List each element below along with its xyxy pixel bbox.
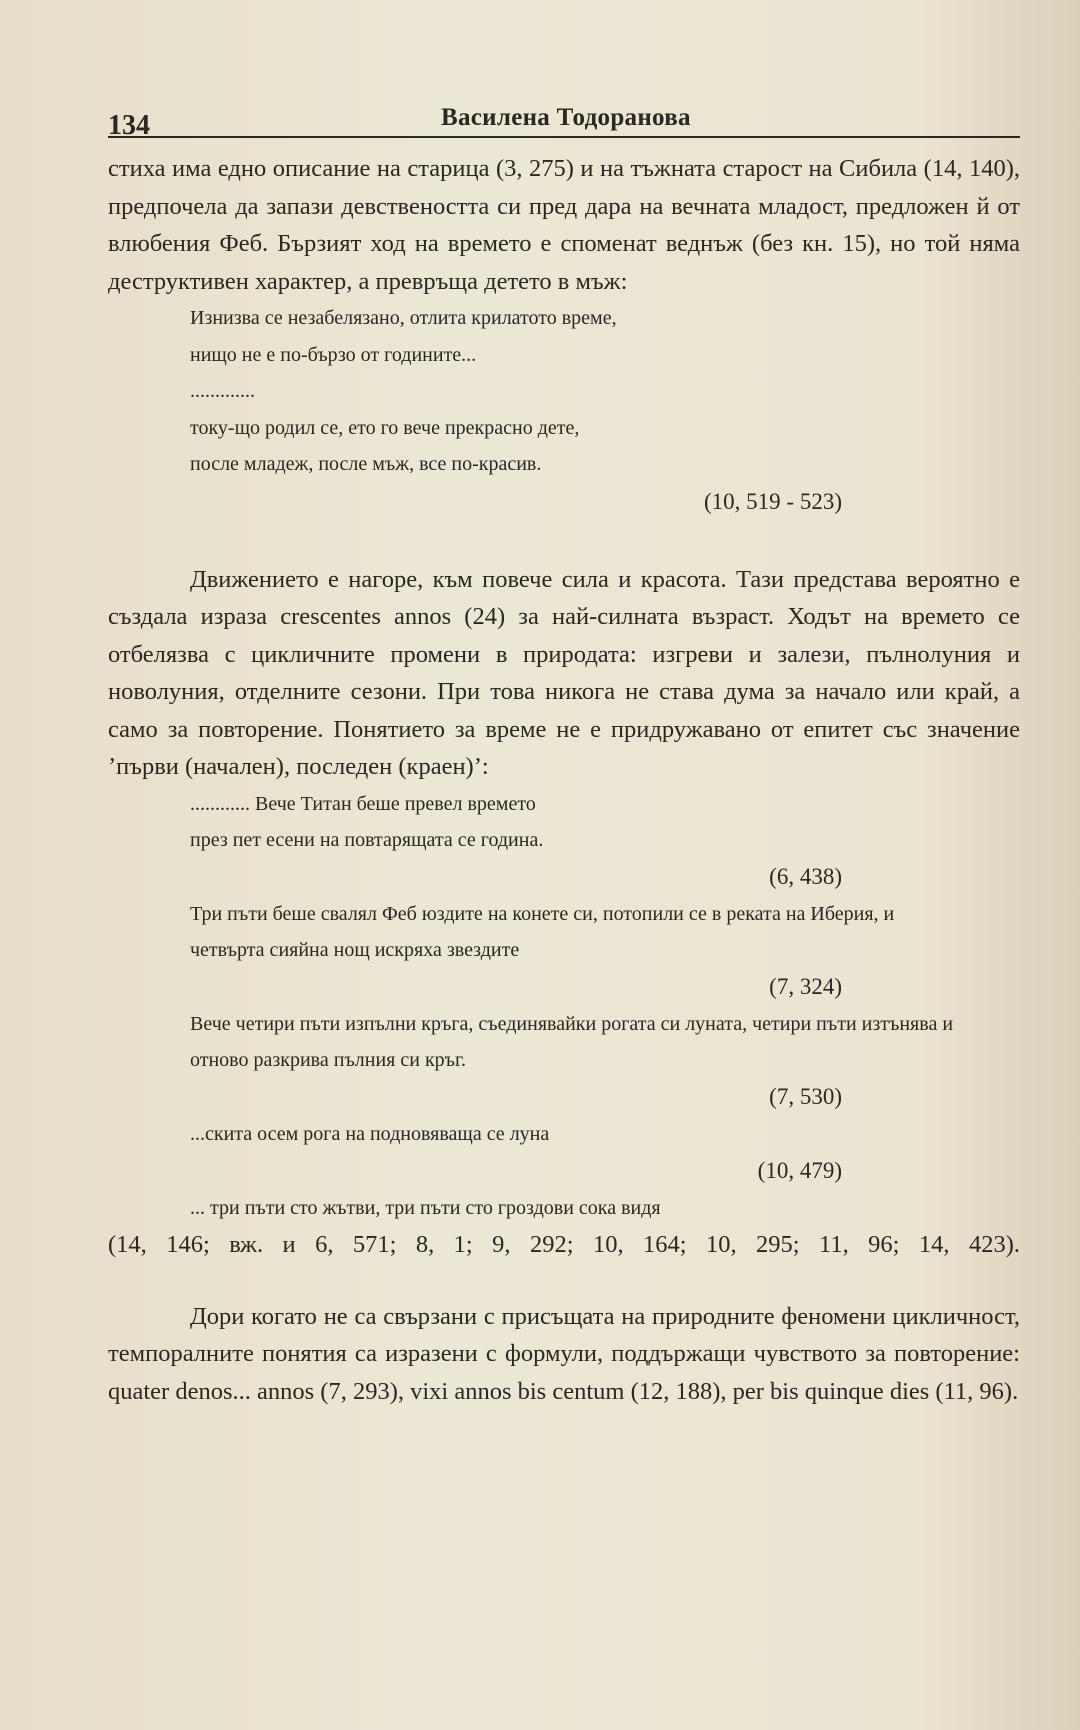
citation-ref: (10, 519 - 523) bbox=[704, 488, 842, 514]
verse-quote-6: ... три пъти сто жътви, три пъти сто гроздови сока видя bbox=[190, 1196, 661, 1219]
verse-line: току-що родил се, ето го вече прекрасно дете, bbox=[190, 416, 580, 439]
citation-ref: (7, 324) bbox=[769, 973, 842, 999]
paragraph-1: стиха има едно описание на старица (3, 275) и на тъжната старост на Сибила (14, 140), предпочела да запази девствеността си пред дара на вечната младост, предложен й от влюбения Феб. Бързият ход на времето е споменат веднъж (без кн. 15), но той няма деструктивен характер, а превръща детето в мъж: bbox=[108, 155, 1020, 295]
paragraph-2: Движението е нагоре, към повече сила и красота. Тази представа вероятно е създала израза crescentes annos (24) за най-силната възраст. Ходът на времето се отбелязва с цикличните промени в природата: изгреви и залези, пълнолуния и новолуния, отделните сезони. При това никога не става дума за начало или край, а само за повторение. Понятието за време не е придружавано от епитет със значение ’първи (начален), последен (краен)’: bbox=[108, 565, 1020, 780]
verse-quote-3: Три пъти беше свалял Феб юздите на конете си, потопили се в реката на Иберия, и четвърта сияйна нощ искряха звездите bbox=[190, 902, 895, 961]
citation-ref: (10, 479) bbox=[757, 1157, 842, 1183]
verse-line: ............ Вече Титан беше превел времето bbox=[190, 792, 536, 815]
citation-list: (14, 146; вж. и 6, 571; 8, 1; 9, 292; 10, 164; 10, 295; 11, 96; 14, 423). bbox=[108, 1230, 1020, 1258]
page-header bbox=[108, 96, 1020, 141]
page-number: 134 bbox=[108, 110, 150, 141]
verse-quote-1 bbox=[190, 300, 970, 483]
verse-ellipsis: ............. bbox=[190, 380, 255, 402]
verse-line: през пет есени на повтарящата се година. bbox=[190, 828, 544, 851]
verse-line: нищо не е по-бързо от годините... bbox=[190, 343, 477, 366]
verse-quote-4: Вече четири пъти изпълни кръга, съединявайки рогата си луната, четири пъти изтънява и отново разкрива пълния си кръг. bbox=[190, 1012, 954, 1071]
paragraph-3: Дори когато не са свързани с присъщата на природните феномени цикличност, темпоралните понятия са изразени с формули, поддържащи чувството за повторение: quater denos... annos (7, 293), vixi annos bis centum (12, 188), per bis quinque dies (11, 96). bbox=[108, 1302, 1020, 1405]
verse-line: Изнизва се незабелязано, отлита крилатото време, bbox=[190, 307, 617, 329]
verse-quote-2 bbox=[190, 786, 970, 858]
running-title: Василена Тодоранова bbox=[441, 104, 691, 131]
verse-line: после младеж, после мъж, все по-красив. bbox=[190, 453, 542, 475]
citation-ref: (6, 438) bbox=[769, 863, 842, 889]
citation-ref: (7, 530) bbox=[769, 1083, 842, 1109]
page-body bbox=[108, 150, 1020, 1410]
verse-quote-5: ...скита осем рога на подновяваща се луна bbox=[190, 1122, 550, 1145]
